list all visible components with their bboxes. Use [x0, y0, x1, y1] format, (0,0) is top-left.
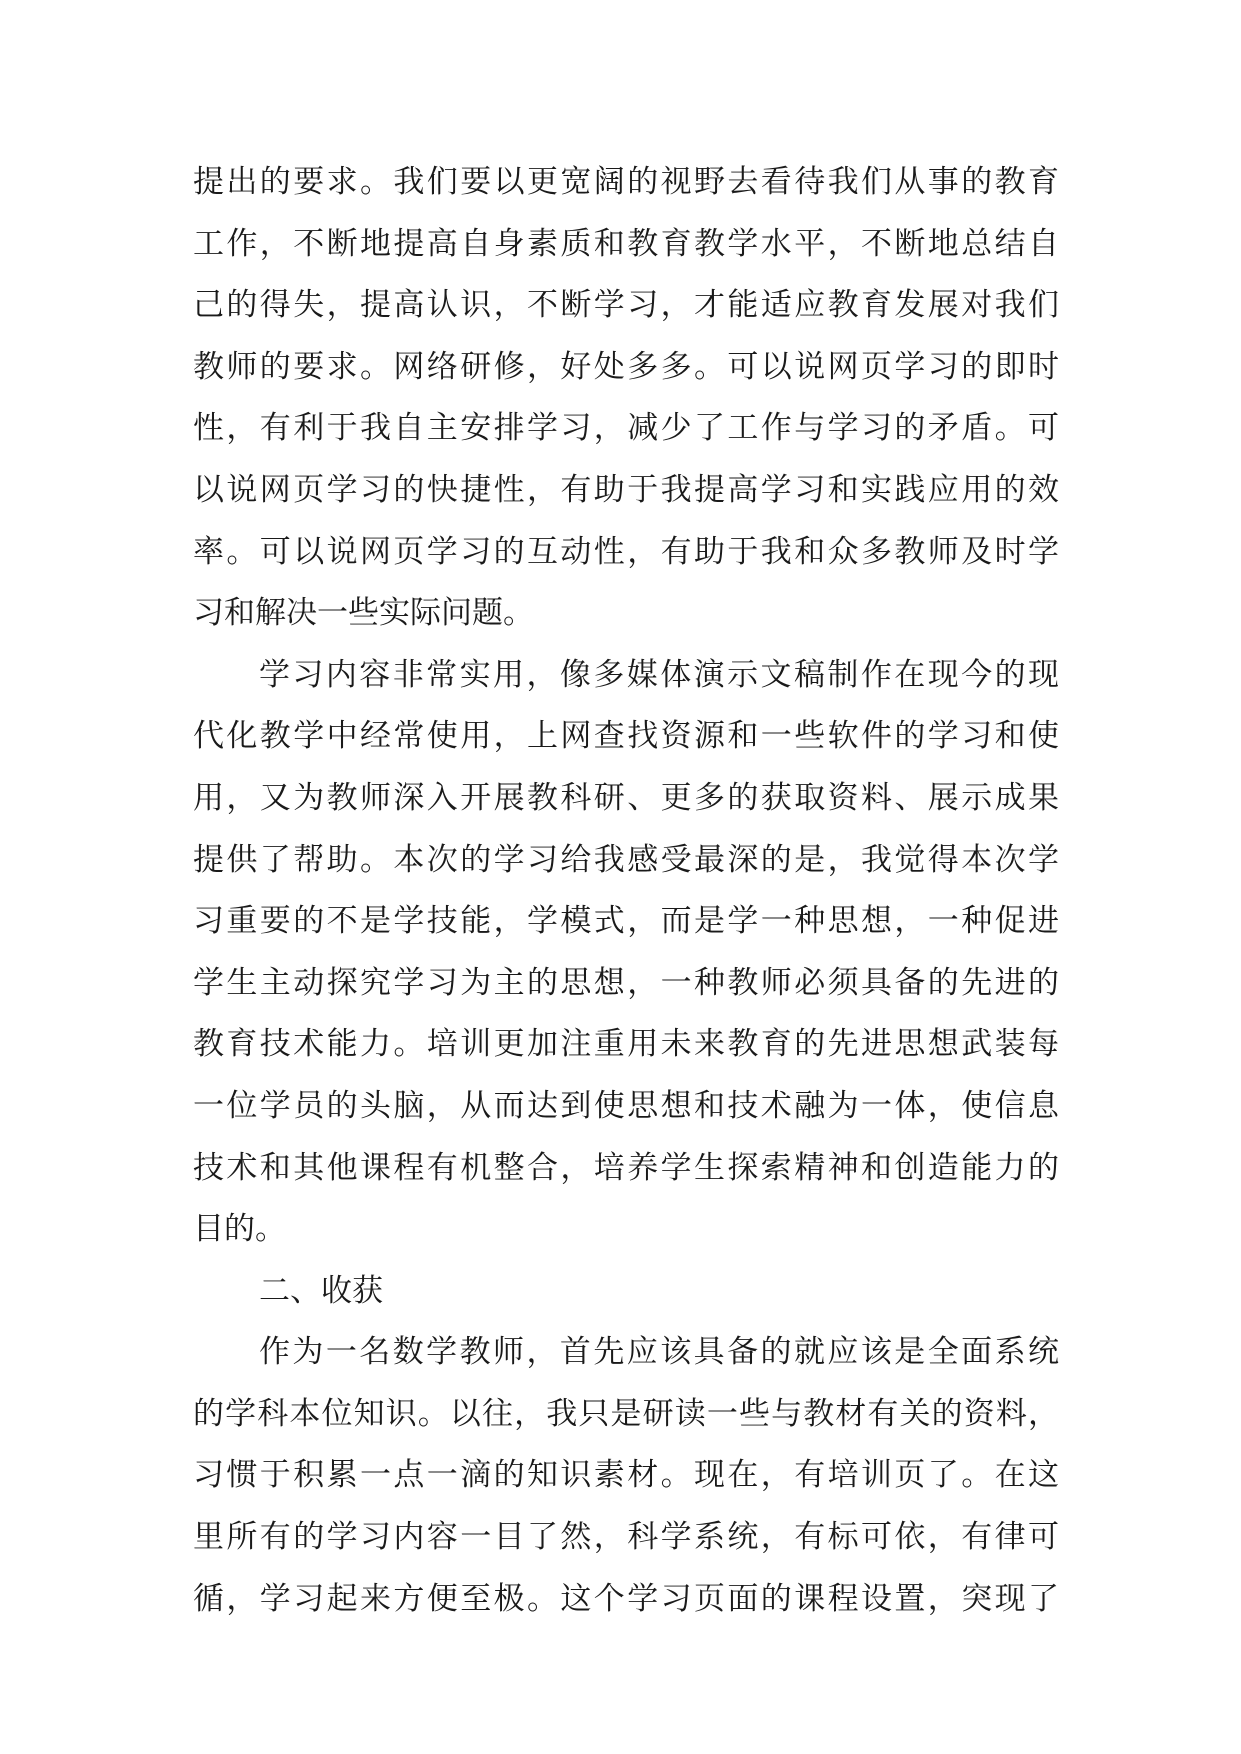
text-line: 里所有的学习内容一目了然，科学系统，有标可依，有律可	[193, 1519, 1059, 1556]
text-line: 一位学员的头脑，从而达到使思想和技术融为一体，使信息	[193, 1087, 1059, 1124]
text-line: 循，学习起来方便至极。这个学习页面的课程设置，突现了	[193, 1580, 1059, 1617]
paragraph-first-line: 二、收获	[259, 1272, 383, 1309]
text-line: 教育技术能力。培训更加注重用未来教育的先进思想武装每	[193, 1026, 1059, 1063]
text-line: 技术和其他课程有机整合，培养学生探索精神和创造能力的	[193, 1149, 1059, 1186]
text-line: 以说网页学习的快捷性，有助于我提高学习和实践应用的效	[193, 471, 1059, 508]
text-line: 提出的要求。我们要以更宽阔的视野去看待我们从事的教育	[193, 164, 1059, 200]
text-line: 提供了帮助。本次的学习给我感受最深的是，我觉得本次学	[193, 841, 1059, 878]
text-line: 教师的要求。网络研修，好处多多。可以说网页学习的即时	[193, 348, 1059, 385]
text-line: 习和解决一些实际问题。	[193, 595, 534, 632]
paragraph-first-line: 作为一名数学教师，首先应该具备的就应该是全面系统	[259, 1334, 1059, 1371]
text-line: 工作，不断地提高自身素质和教育教学水平，不断地总结自	[193, 225, 1059, 262]
text-line: 目的。	[193, 1211, 286, 1248]
document-body	[193, 152, 1059, 1630]
text-line: 用，又为教师深入开展教科研、更多的获取资料、展示成果	[193, 779, 1059, 816]
text-line: 性，有利于我自主安排学习，减少了工作与学习的矛盾。可	[193, 410, 1059, 447]
text-line: 己的得失，提高认识，不断学习，才能适应教育发展对我们	[193, 287, 1059, 324]
paragraph-first-line: 学习内容非常实用，像多媒体演示文稿制作在现今的现	[259, 656, 1059, 693]
text-line: 率。可以说网页学习的互动性，有助于我和众多教师及时学	[193, 533, 1059, 570]
text-line: 代化教学中经常使用，上网查找资源和一些软件的学习和使	[193, 718, 1059, 755]
text-line: 学生主动探究学习为主的思想，一种教师必须具备的先进的	[193, 964, 1059, 1001]
text-line: 习重要的不是学技能，学模式，而是学一种思想，一种促进	[193, 903, 1059, 940]
text-line: 习惯于积累一点一滴的知识素材。现在，有培训页了。在这	[193, 1457, 1059, 1494]
text-line: 的学科本位知识。以往，我只是研读一些与教材有关的资料，	[193, 1395, 1059, 1432]
